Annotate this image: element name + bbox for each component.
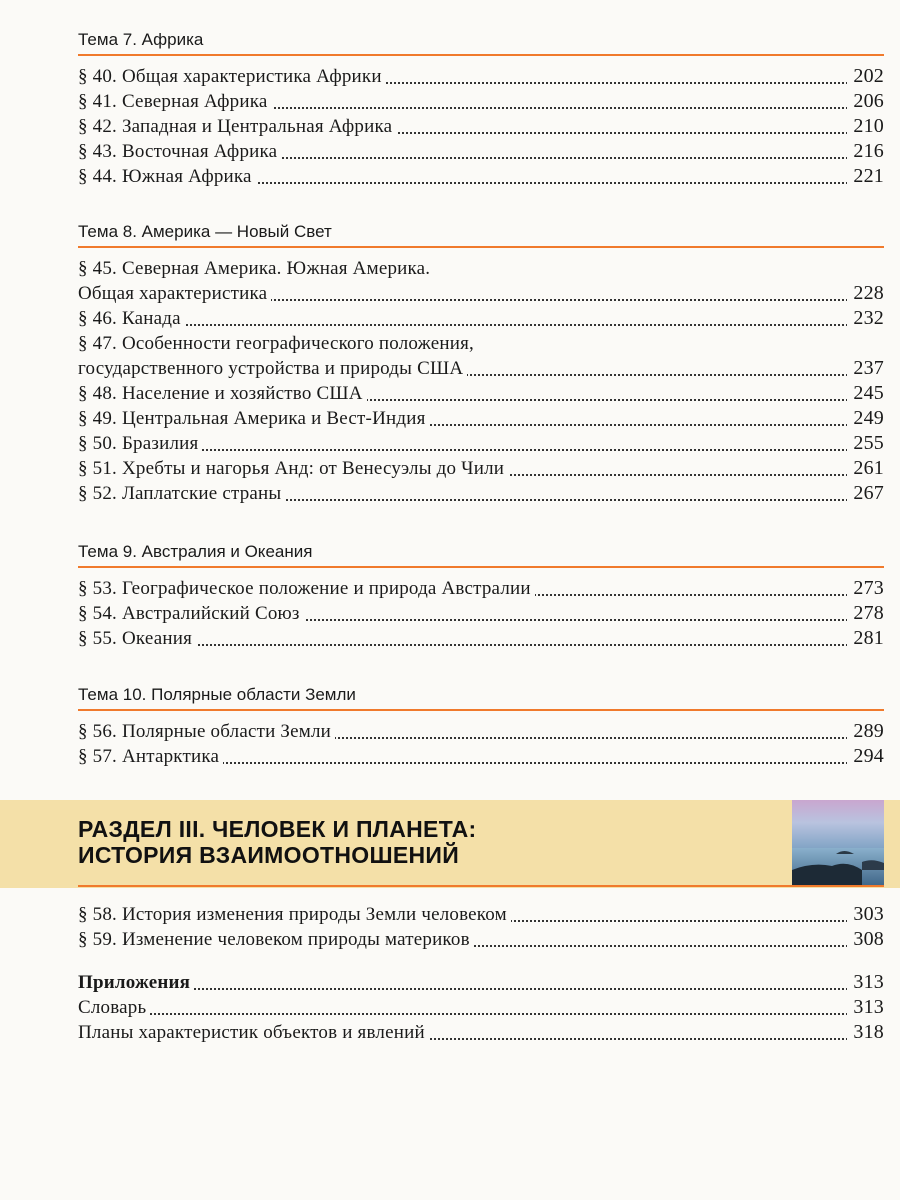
section-divider	[78, 885, 884, 887]
toc-entry[interactable]	[78, 331, 884, 356]
entry-title: Словарь	[78, 997, 150, 1018]
entry-title: § 58. История изменения природы Земли человеком	[78, 904, 511, 925]
toc-entry[interactable]	[78, 256, 884, 281]
section-title-line-2: ИСТОРИЯ ВЗАИМООТНОШЕНИЙ	[78, 842, 460, 868]
topic-7	[78, 28, 884, 189]
topic-entries	[78, 64, 884, 189]
entry-title: § 46. Канада	[78, 308, 185, 329]
topic-entries	[78, 719, 884, 769]
topic-9	[78, 540, 884, 651]
entry-title: § 44. Южная Африка	[78, 166, 256, 187]
entry-title: § 50. Бразилия	[78, 433, 202, 454]
toc-entry[interactable]	[78, 927, 884, 952]
toc-entry[interactable]	[78, 281, 884, 306]
entry-page: 245	[847, 381, 884, 406]
toc-entry[interactable]	[78, 456, 884, 481]
topic-entries	[78, 576, 884, 651]
toc-entry[interactable]	[78, 406, 884, 431]
sea-photo	[792, 800, 884, 886]
section-title	[78, 816, 778, 868]
entry-page: 294	[847, 744, 884, 769]
entry-page: 232	[847, 306, 884, 331]
entry-page: 278	[847, 601, 884, 626]
topic-title: Тема 7. Африка	[78, 28, 884, 56]
entry-page: 261	[847, 456, 884, 481]
entry-title: § 48. Население и хозяйство США	[78, 383, 367, 404]
topic-title: Тема 8. Америка — Новый Свет	[78, 220, 884, 248]
toc-entry-glossary[interactable]	[78, 995, 884, 1020]
section-entries	[78, 902, 884, 952]
entry-title: § 55. Океания	[78, 628, 196, 649]
toc-entry-plans[interactable]	[78, 1020, 884, 1045]
entry-page: 267	[847, 481, 884, 506]
entry-page: 303	[847, 902, 884, 927]
toc-entry[interactable]	[78, 744, 884, 769]
toc-entry[interactable]	[78, 431, 884, 456]
entry-title: § 47. Особенности географического положения,	[78, 333, 478, 354]
topic-title: Тема 10. Полярные области Земли	[78, 683, 884, 711]
entry-page: 206	[847, 89, 884, 114]
toc-entry-appendices[interactable]	[78, 970, 884, 995]
entry-page: 216	[847, 139, 884, 164]
entry-title: § 49. Центральная Америка и Вест-Индия	[78, 408, 430, 429]
entry-page: 210	[847, 114, 884, 139]
entry-page: 308	[847, 927, 884, 952]
topic-8	[78, 220, 884, 506]
entry-page: 273	[847, 576, 884, 601]
entry-title: государственного устройства и природы США	[78, 358, 467, 379]
entry-title: § 53. Географическое положение и природа Австралии	[78, 578, 535, 599]
entry-title: § 43. Восточная Африка	[78, 141, 281, 162]
entry-title: § 59. Изменение человеком природы материков	[78, 929, 474, 950]
toc-entry[interactable]	[78, 164, 884, 189]
entry-page: 249	[847, 406, 884, 431]
toc-entry[interactable]	[78, 626, 884, 651]
entry-page: 202	[847, 64, 884, 89]
entry-title: § 54. Австралийский Союз	[78, 603, 304, 624]
toc-entry[interactable]	[78, 719, 884, 744]
toc-entry[interactable]	[78, 89, 884, 114]
entry-title: Общая характеристика	[78, 283, 271, 304]
entry-title: § 56. Полярные области Земли	[78, 721, 335, 742]
toc-entry[interactable]	[78, 64, 884, 89]
entry-page: 228	[847, 281, 884, 306]
entry-page: 318	[847, 1020, 884, 1045]
entry-title: § 51. Хребты и нагорья Анд: от Венесуэлы до Чили	[78, 458, 508, 479]
entry-title: § 41. Северная Африка	[78, 91, 272, 112]
entry-page: 221	[847, 164, 884, 189]
topic-title: Тема 9. Австралия и Океания	[78, 540, 884, 568]
entry-title: Приложения	[78, 972, 194, 993]
toc-entry[interactable]	[78, 139, 884, 164]
toc-entry[interactable]	[78, 601, 884, 626]
entry-page: 313	[847, 995, 884, 1020]
entry-title: Планы характеристик объектов и явлений	[78, 1022, 429, 1043]
entry-title: § 45. Северная Америка. Южная Америка.	[78, 258, 434, 279]
toc-entry[interactable]	[78, 306, 884, 331]
entry-page: 237	[847, 356, 884, 381]
entry-title: § 52. Лаплатские страны	[78, 483, 285, 504]
entry-title: § 42. Западная и Центральная Африка	[78, 116, 396, 137]
toc-entry[interactable]	[78, 902, 884, 927]
appendix-entries	[78, 970, 884, 1045]
entry-page: 281	[847, 626, 884, 651]
entry-page: 255	[847, 431, 884, 456]
entry-page: 313	[847, 970, 884, 995]
toc-entry[interactable]	[78, 576, 884, 601]
toc-entry[interactable]	[78, 356, 884, 381]
toc-entry[interactable]	[78, 481, 884, 506]
topic-entries	[78, 256, 884, 506]
entry-title: § 40. Общая характеристика Африки	[78, 66, 386, 87]
toc-entry[interactable]	[78, 381, 884, 406]
entry-title: § 57. Антарктика	[78, 746, 223, 767]
entry-page: 289	[847, 719, 884, 744]
section-title-line-1: РАЗДЕЛ III. ЧЕЛОВЕК И ПЛАНЕТА:	[78, 816, 477, 842]
topic-10	[78, 683, 884, 769]
toc-entry[interactable]	[78, 114, 884, 139]
